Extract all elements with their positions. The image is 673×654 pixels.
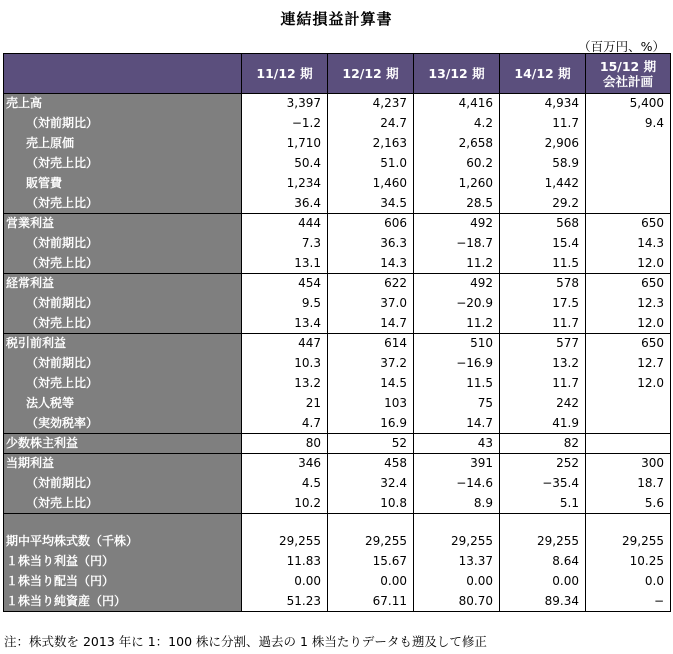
row-label: （対売上比） [4, 194, 242, 214]
row-label: 経常利益 [4, 274, 242, 294]
table-row [4, 474, 671, 494]
value-cell: 1,442 [500, 174, 586, 194]
value-cell: 21 [242, 394, 328, 414]
value-cell: 4.7 [242, 414, 328, 434]
value-cell: 1,710 [242, 134, 328, 154]
value-cell: 4,934 [500, 94, 586, 114]
table-row [4, 334, 671, 354]
value-cell: 0.00 [500, 572, 586, 592]
value-cell: 13.37 [414, 552, 500, 572]
value-cell: 58.9 [500, 154, 586, 174]
header-fy2011: 11/12 期 [242, 54, 328, 94]
value-cell: 4.2 [414, 114, 500, 134]
value-cell: 578 [500, 274, 586, 294]
row-label: （対前期比） [4, 294, 242, 314]
value-cell: −18.7 [414, 234, 500, 254]
value-cell: 37.2 [328, 354, 414, 374]
income-statement-table [3, 53, 671, 612]
value-cell: 13.2 [500, 354, 586, 374]
row-label: 税引前利益 [4, 334, 242, 354]
value-cell: 29,255 [414, 532, 500, 552]
table-row [4, 592, 671, 612]
value-cell: 13.4 [242, 314, 328, 334]
row-label: １株当り利益（円） [4, 552, 242, 572]
row-label: （対前期比） [4, 354, 242, 374]
header-fy2013: 13/12 期 [414, 54, 500, 94]
value-cell: 36.3 [328, 234, 414, 254]
table-row [4, 194, 671, 214]
header-fy2015-label: 15/12 期 [599, 58, 657, 74]
row-label: 期中平均株式数（千株） [4, 532, 242, 552]
spacer-cell [328, 514, 414, 532]
table-row [4, 234, 671, 254]
value-cell: 14.7 [328, 314, 414, 334]
value-cell [586, 194, 671, 214]
value-cell: 14.3 [328, 254, 414, 274]
spacer-row [4, 514, 671, 532]
value-cell: 0.00 [328, 572, 414, 592]
value-cell [586, 414, 671, 434]
value-cell: 0.0 [586, 572, 671, 592]
value-cell: 12.0 [586, 374, 671, 394]
table-row [4, 374, 671, 394]
table-row [4, 154, 671, 174]
spacer-cell [242, 514, 328, 532]
value-cell: 606 [328, 214, 414, 234]
value-cell: 568 [500, 214, 586, 234]
value-cell: 650 [586, 274, 671, 294]
table-row [4, 394, 671, 414]
spacer-cell [414, 514, 500, 532]
value-cell: 12.7 [586, 354, 671, 374]
value-cell: 36.4 [242, 194, 328, 214]
value-cell: 346 [242, 454, 328, 474]
table-row [4, 294, 671, 314]
page-title: 連結損益計算書 [280, 10, 393, 28]
header-fy2014: 14/12 期 [500, 54, 586, 94]
value-cell: 4,237 [328, 94, 414, 114]
value-cell: 458 [328, 454, 414, 474]
value-cell: 0.00 [242, 572, 328, 592]
value-cell: 82 [500, 434, 586, 454]
value-cell: 9.4 [586, 114, 671, 134]
value-cell [586, 394, 671, 414]
row-label: （対前期比） [4, 474, 242, 494]
table-row [4, 214, 671, 234]
value-cell: 80 [242, 434, 328, 454]
row-label: 少数株主利益 [4, 434, 242, 454]
value-cell [586, 174, 671, 194]
spacer-cell [586, 514, 671, 532]
value-cell: 17.5 [500, 294, 586, 314]
value-cell: 43 [414, 434, 500, 454]
value-cell: 3,397 [242, 94, 328, 114]
value-cell: 492 [414, 274, 500, 294]
value-cell: 14.3 [586, 234, 671, 254]
value-cell: 24.7 [328, 114, 414, 134]
spacer-cell [500, 514, 586, 532]
value-cell: 37.0 [328, 294, 414, 314]
value-cell: 2,906 [500, 134, 586, 154]
value-cell: 1,460 [328, 174, 414, 194]
value-cell: 7.3 [242, 234, 328, 254]
value-cell: 614 [328, 334, 414, 354]
footnote: 注：株式数を 2013 年に 1：100 株に分割、過去の 1 株当たりデータも遡及して修正 [4, 634, 487, 649]
value-cell: 11.2 [414, 254, 500, 274]
table-row [4, 134, 671, 154]
value-cell: −20.9 [414, 294, 500, 314]
value-cell: 12.0 [586, 254, 671, 274]
value-cell: 5.6 [586, 494, 671, 514]
table-row [4, 254, 671, 274]
value-cell: 650 [586, 334, 671, 354]
value-cell: 15.4 [500, 234, 586, 254]
value-cell: 80.70 [414, 592, 500, 612]
value-cell: 252 [500, 454, 586, 474]
value-cell: 391 [414, 454, 500, 474]
value-cell: 12.0 [586, 314, 671, 334]
row-label: （実効税率） [4, 414, 242, 434]
value-cell: 444 [242, 214, 328, 234]
value-cell: 50.4 [242, 154, 328, 174]
value-cell: 11.2 [414, 314, 500, 334]
value-cell: 650 [586, 214, 671, 234]
value-cell: 10.8 [328, 494, 414, 514]
value-cell: 5.1 [500, 494, 586, 514]
value-cell: −14.6 [414, 474, 500, 494]
value-cell: 492 [414, 214, 500, 234]
value-cell: 41.9 [500, 414, 586, 434]
value-cell: 29,255 [586, 532, 671, 552]
value-cell [586, 434, 671, 454]
value-cell: −16.9 [414, 354, 500, 374]
value-cell: 1,234 [242, 174, 328, 194]
value-cell: 300 [586, 454, 671, 474]
value-cell [586, 154, 671, 174]
header-plan-label: 会社計画 [602, 73, 653, 89]
value-cell: 12.3 [586, 294, 671, 314]
value-cell: 14.5 [328, 374, 414, 394]
value-cell: 622 [328, 274, 414, 294]
value-cell: 28.5 [414, 194, 500, 214]
value-cell: 52 [328, 434, 414, 454]
value-cell: 11.83 [242, 552, 328, 572]
value-cell: 75 [414, 394, 500, 414]
value-cell: 447 [242, 334, 328, 354]
table-row [4, 572, 671, 592]
value-cell: 13.1 [242, 254, 328, 274]
value-cell: 67.11 [328, 592, 414, 612]
value-cell: 34.5 [328, 194, 414, 214]
value-cell: 14.7 [414, 414, 500, 434]
row-label: １株当り配当（円） [4, 572, 242, 592]
table-row [4, 314, 671, 334]
value-cell: 11.5 [414, 374, 500, 394]
value-cell: 5,400 [586, 94, 671, 114]
value-cell: 8.9 [414, 494, 500, 514]
table-row [4, 174, 671, 194]
header-corner [4, 54, 242, 94]
row-label: 販管費 [4, 174, 242, 194]
value-cell: 13.2 [242, 374, 328, 394]
row-label: （対前期比） [4, 114, 242, 134]
value-cell: 11.7 [500, 314, 586, 334]
value-cell: 29,255 [500, 532, 586, 552]
row-label: 営業利益 [4, 214, 242, 234]
table-row [4, 454, 671, 474]
table-row [4, 532, 671, 552]
value-cell: 2,658 [414, 134, 500, 154]
value-cell: 16.9 [328, 414, 414, 434]
row-label: （対売上比） [4, 254, 242, 274]
value-cell: 11.7 [500, 374, 586, 394]
table-row [4, 552, 671, 572]
value-cell: 103 [328, 394, 414, 414]
value-cell: 18.7 [586, 474, 671, 494]
value-cell: −35.4 [500, 474, 586, 494]
value-cell: 60.2 [414, 154, 500, 174]
value-cell: − [586, 592, 671, 612]
row-label: （対売上比） [4, 374, 242, 394]
row-label: 売上高 [4, 94, 242, 114]
value-cell: 577 [500, 334, 586, 354]
value-cell: 8.64 [500, 552, 586, 572]
value-cell: 11.7 [500, 114, 586, 134]
value-cell [586, 134, 671, 154]
value-cell: 51.23 [242, 592, 328, 612]
value-cell: 51.0 [328, 154, 414, 174]
value-cell: 29.2 [500, 194, 586, 214]
table-header-row [4, 54, 671, 94]
row-label: 当期利益 [4, 454, 242, 474]
table-row [4, 354, 671, 374]
value-cell: 29,255 [328, 532, 414, 552]
value-cell: 10.2 [242, 494, 328, 514]
row-label: 法人税等 [4, 394, 242, 414]
row-label: （対売上比） [4, 154, 242, 174]
value-cell: 242 [500, 394, 586, 414]
value-cell: 1,260 [414, 174, 500, 194]
value-cell: 10.25 [586, 552, 671, 572]
value-cell: 32.4 [328, 474, 414, 494]
header-fy2012: 12/12 期 [328, 54, 414, 94]
value-cell: 454 [242, 274, 328, 294]
row-label: （対前期比） [4, 234, 242, 254]
row-label: （対売上比） [4, 494, 242, 514]
table-row [4, 414, 671, 434]
value-cell: 15.67 [328, 552, 414, 572]
value-cell: 4,416 [414, 94, 500, 114]
value-cell: 9.5 [242, 294, 328, 314]
header-fy2015-plan [586, 54, 671, 94]
row-label: （対売上比） [4, 314, 242, 334]
value-cell: 510 [414, 334, 500, 354]
table-body [4, 94, 671, 612]
value-cell: −1.2 [242, 114, 328, 134]
value-cell: 10.3 [242, 354, 328, 374]
value-cell: 2,163 [328, 134, 414, 154]
row-label: １株当り純資産（円） [4, 592, 242, 612]
spacer-label-cell [4, 514, 242, 532]
value-cell: 0.00 [414, 572, 500, 592]
value-cell: 11.5 [500, 254, 586, 274]
table-row [4, 94, 671, 114]
table-row [4, 434, 671, 454]
table-row [4, 494, 671, 514]
unit-label: （百万円、%） [578, 39, 665, 54]
table-row [4, 114, 671, 134]
value-cell: 4.5 [242, 474, 328, 494]
row-label: 売上原価 [4, 134, 242, 154]
value-cell: 29,255 [242, 532, 328, 552]
value-cell: 89.34 [500, 592, 586, 612]
table-row [4, 274, 671, 294]
